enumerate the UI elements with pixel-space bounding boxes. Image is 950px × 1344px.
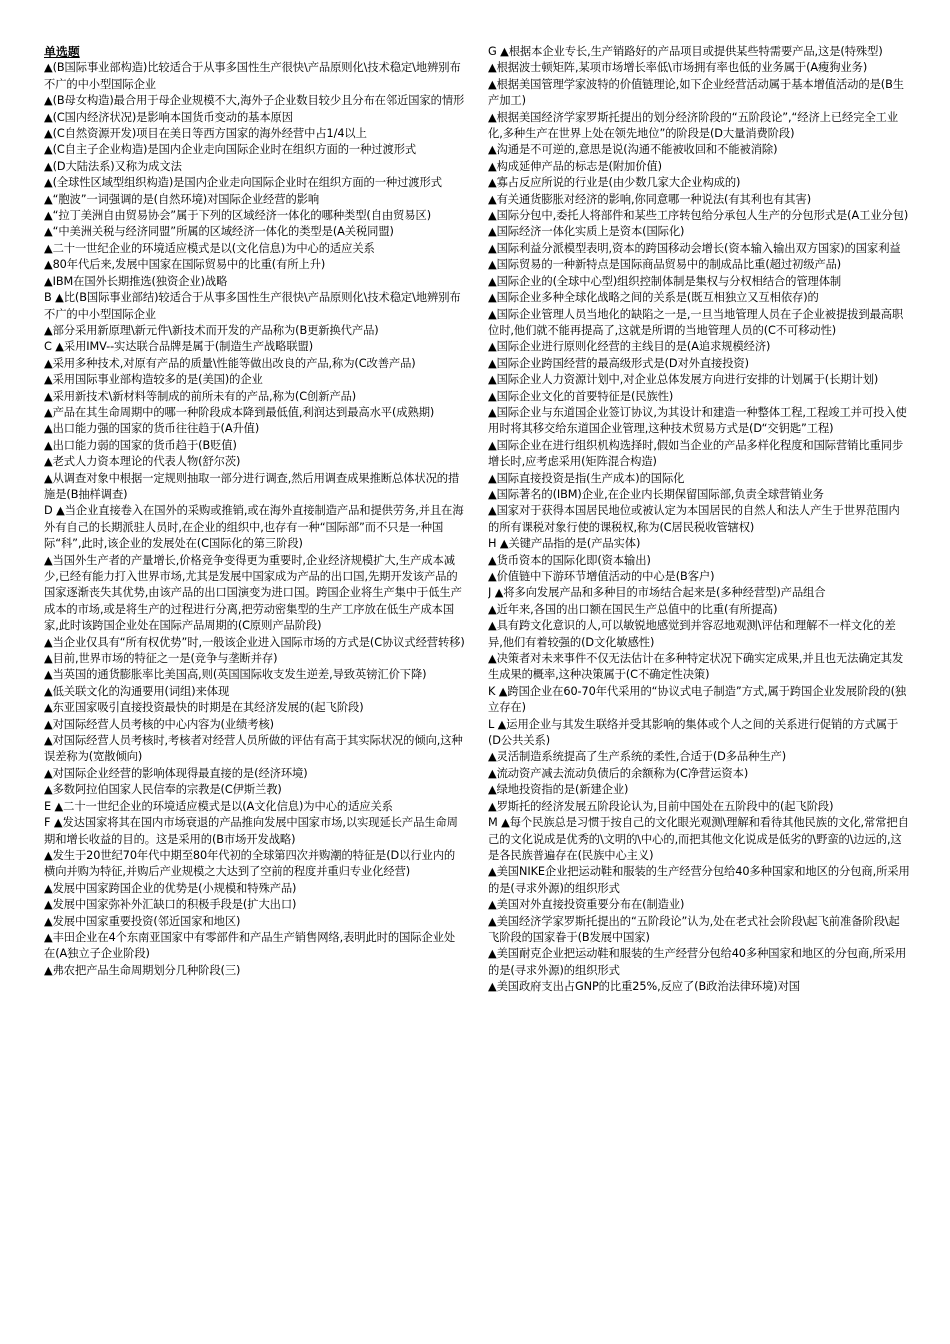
question-item: ▲出口能力弱的国家的货币趋于(B贬值): [44, 438, 237, 452]
question-item: ▲80年代后来,发展中国家在国际贸易中的比重(有所上升): [44, 258, 326, 272]
question-item: ▲国际经济一体化实质上是资本(国际化): [488, 225, 685, 239]
question-item: ▲灵活制造系统提高了生产系统的柔性,合适于(D多品种生产): [488, 750, 787, 764]
question-item: ▲多数阿拉伯国家人民信奉的宗教是(C伊斯兰教): [44, 783, 282, 797]
question-item: ▲美国经济学家罗斯托提出的“五阶段论”认为,处在老式社会阶段\起飞前准备阶段\起飞阶段的国家眷于(B发展中国家): [488, 914, 900, 944]
question-item: ▲当国外生产者的产量增长,价格竞争变得更为重要时,企业经济规模扩大,生产成本减少,已经有能力打入世界市场,尤其是发展中国家成为产品的出口国,先期开发该产品的国家逐渐丧失其优势,由该产品的出口国演变为进口国。跨国企业将生产集中于低生产成本的市场,或是将生产的过程进行分离,把劳动密集型的生产工序放在低生产成本国家,此时该跨国企业处在国际产品周期的(C原则产品阶段): [44, 553, 462, 633]
question-item: ▲国际利益分派模型表明,资本的跨国移动会增长(资本输入输出双方国家)的国家利益: [488, 241, 901, 255]
question-item: ▲货币资本的国际化即(资本输出): [488, 553, 651, 567]
question-item: ▲“胞波”一词强调的是(自然环境)对国际企业经营的影响: [44, 192, 320, 206]
question-item: ▲国际贸易的一种新特点是国际商品贸易中的制成品比重(超过初级产品): [488, 258, 842, 272]
question-item: ▲(B国际事业部构造)比较适合于从事多国性生产很快\产品原则化\技术稳定\地辨别布不广的中小型国际企业: [44, 61, 461, 91]
question-item: ▲对国际企业经营的影响体现得最直接的是(经济环境): [44, 766, 308, 780]
section-heading: 单选题: [44, 45, 80, 59]
question-item: ▲部分采用新原理\新元件\新技术而开发的产品称为(B更新换代产品): [44, 323, 379, 337]
question-item: ▲国际企业的(全球中心型)组织控制体制是集权与分权相结合的管理体制: [488, 274, 842, 288]
question-item: D ▲当企业直接卷入在国外的采购或推销,或在海外直接制造产品和提供劳务,并且在海外有自己的长期派驻人员时,在企业的组织中,也存有一种“国际部”而不只是一种国际“科”,此时,该企业的发展处在(C国际化的第三阶段): [44, 504, 464, 551]
question-item: ▲弗农把产品生命周期划分几种阶段(三): [44, 963, 241, 977]
question-item: ▲(C国内经济状况)是影响本国货币变动的基本原因: [44, 110, 293, 124]
question-item: ▲二十一世纪企业的环境适应模式是以(文化信息)为中心的适应关系: [44, 241, 375, 255]
question-item: ▲“中美洲关税与经济同盟”所属的区域经济一体化的类型是(A关税同盟): [44, 225, 394, 239]
question-item: ▲流动资产减去流动负债后的余额称为(C净营运资本): [488, 766, 749, 780]
question-item: ▲根据美国管理学家波特的价值链理论,如下企业经营活动属于基本增值活动的是(B生产加工): [488, 77, 904, 108]
question-item: ▲目前,世界市场的特征之一是(竞争与垄断并存): [44, 652, 278, 666]
question-item: J ▲将多向发展产品和多种目的市场结合起来是(多种经营型)产品组合: [488, 586, 826, 600]
question-item: B ▲比(B国际事业部结)较适合于从事多国性生产很快\产品原则化\技术稳定\地辨别布不广的中小型国际企业: [44, 291, 461, 321]
question-item: ▲根据美国经济学家罗斯托提出的划分经济阶段的“五阶段论”,“经济上已经完全工业化,多种生产在世界上处在领先地位”的阶段是(D大量消费阶段): [488, 110, 899, 141]
question-item: ▲采用多种技术,对原有产品的质量\性能等做出改良的产品,称为(C改善产品): [44, 356, 416, 370]
question-item: ▲国际直接投资是指(生产成本)的国际化: [488, 471, 685, 485]
question-item: ▲从调查对象中根据一定规则抽取一部分进行调查,然后用调查成果推断总体状况的措施是(B抽样调查): [44, 471, 460, 501]
question-item: ▲发展中国家跨国企业的优势是(小规模和特殊产品): [44, 881, 297, 895]
question-item: ▲具有跨文化意识的人,可以敏锐地感觉到并容忍地观测\评估和理解不一样文化的差异,他们有着较强的(D文化敏感性): [488, 619, 896, 649]
question-item: H ▲关键产品指的是(产品实体): [488, 537, 641, 551]
question-item: ▲产品在其生命周期中的哪一种阶段成本降到最低值,利润达到最高水平(成熟期): [44, 405, 435, 419]
question-item: ▲对国际经营人员考核的中心内容为(业绩考核): [44, 717, 274, 731]
question-item: ▲国际著名的(IBM)企业,在企业内长期保留国际部,负责全球营销业务: [488, 487, 824, 501]
question-item: ▲价值链中下游环节增值活动的中心是(B客户): [488, 570, 715, 583]
question-item: ▲老式人力资本理论的代表人物(舒尔茨): [44, 455, 241, 469]
question-item: ▲有关通货膨胀对经济的影响,你同意哪一种说法(有其利也有其害): [488, 192, 812, 206]
question-item: ▲国际企业文化的首要特征是(民族性): [488, 389, 674, 403]
question-item: F ▲发达国家将其在国内市场衰退的产品推向发展中国家市场,以实现延长产品生命周期和增长收益的目的。这是采用的(B市场开发战略): [44, 816, 458, 846]
question-item: ▲根据波士顿矩阵,某项市场增长率低\市场拥有率也低的业务属于(A瘦狗业务): [488, 61, 868, 75]
question-item: ▲(C自主子企业构造)是国内企业走向国际企业时在组织方面的一种过渡形式: [44, 143, 417, 157]
right-column: [488, 44, 910, 1314]
question-item: ▲国家对于获得本国居民地位或被认定为本国居民的自然人和法人产生于世界范围内的所有课税对象行使的课税权,称为(C居民税收管辖权): [488, 504, 900, 534]
question-item: ▲低关联文化的沟通要用(词组)来体现: [44, 684, 230, 698]
question-item: ▲IBM在国外长期推选(独资企业)战略: [44, 274, 228, 288]
question-item: ▲国际企业进行原则化经营的主线目的是(A追求规模经济): [488, 340, 771, 354]
question-item: ▲发生于20世纪70年代中期至80年代初的全球第四次并购潮的特征是(D以行业内的横向并购为特征,并购后产业规模之大达到了空前的程度并重归专业化经营): [44, 848, 456, 879]
question-item: ▲罗斯托的经济发展五阶段论认为,目前中国处在五阶段中的(起飞阶段): [488, 799, 834, 813]
question-item: ▲东亚国家吸引直接投资最快的时期是在其经济发展的(起飞阶段): [44, 701, 364, 715]
question-item: ▲发展中国家重要投资(邻近国家和地区): [44, 914, 241, 928]
question-item: ▲美国NIKE企业把运动鞋和服装的生产经营分包给40多种国家和地区的分包商,所采用的是(寻求外源)的组织形式: [488, 865, 910, 895]
question-item: ▲当企业仅具有“所有权优势”时,一般该企业进入国际市场的方式是(C协议式经营转移): [44, 635, 465, 649]
question-item: ▲国际分包中,委托人将部件和某些工序转包给分承包人生产的分包形式是(A工业分包): [488, 209, 909, 223]
question-item: ▲国际企业人力资源计划中,对企业总体发展方向进行安排的计划属于(长期计划): [488, 373, 879, 387]
question-item: ▲国际企业管理人员当地化的缺陷之一是,一旦当地管理人员在子企业被提拔到最高职位时,他们就不能再提高了,这就是所谓的当地管理人员的(C不可移动性): [488, 307, 904, 337]
question-item: ▲采用国际事业部构造较多的是(美国)的企业: [44, 373, 263, 387]
question-item: ▲绿地投资指的是(新建企业): [488, 783, 629, 797]
question-item: ▲丰田企业在4个东南亚国家中有零部件和产品生产销售网络,表明此时的国际企业处在(A独立子企业阶段): [44, 930, 456, 961]
question-item: ▲发展中国家弥补外汇缺口的积极手段是(扩大出口): [44, 898, 297, 912]
question-item: ▲近年来,各国的出口额在国民生产总值中的比重(有所提高): [488, 602, 778, 616]
question-item: ▲美国对外直接投资重要分布在(制造业): [488, 898, 685, 912]
question-item: ▲国际企业在进行组织机构选择时,假如当企业的产品多样化程度和国际营销比重同步增长时,应考虑采用(矩阵混合构造): [488, 438, 904, 469]
question-item: ▲美国政府支出占GNP的比重25%,反应了(B政治法律环境)对国: [488, 980, 801, 994]
question-item: ▲采用新技术\新材料等制成的前所未有的产品,称为(C创新产品): [44, 389, 357, 403]
question-item: ▲构成延伸产品的标志是(附加价值): [488, 159, 662, 173]
question-item: L ▲运用企业与其发生联络并受其影响的集体或个人之间的关系进行促销的方式属于(D公共关系): [488, 717, 899, 748]
question-item: ▲沟通是不可逆的,意思是说(沟通不能被收回和不能被消除): [488, 143, 778, 157]
question-item: M ▲每个民族总是习惯于按自己的文化眼光观测\理解和看待其他民族的文化,常常把自己的文化说成是优秀的\文明的\中心的,而把其他文化说成是低劣的\野蛮的\边远的,这是各民族普遍存在(民族中心主义): [488, 816, 909, 862]
question-item: ▲决策者对未来事件不仅无法估计在多种特定状况下确实定成果,并且也无法确定其发生成果的概率,这种决策属于(C不确定性决策): [488, 652, 904, 682]
question-item: ▲出口能力强的国家的货币往往趋于(A升值): [44, 422, 260, 436]
question-item: G ▲根据本企业专长,生产销路好的产品项目或提供某些特需要产品,这是(特殊型): [488, 45, 883, 58]
question-item: ▲(B母女构造)最合用于母企业规模不大,海外子企业数目较少且分布在邻近国家的情形: [44, 94, 465, 108]
question-item: ▲(全球性区域型组织构造)是国内企业走向国际企业时在组织方面的一种过渡形式: [44, 176, 442, 190]
question-item: ▲对国际经营人员考核时,考核者对经营人员所做的评估有高于其实际状况的倾向,这种误差称为(宽散倾向): [44, 734, 463, 764]
question-item: E ▲二十一世纪企业的环境适应模式是以(A文化信息)为中心的适应关系: [44, 799, 393, 813]
question-item: C ▲采用IMV--实达联合品牌是属于(制造生产战略联盟): [44, 340, 314, 354]
question-item: ▲国际企业多种全球化战略之间的关系是(既互相独立又互相依存)的: [488, 291, 819, 305]
question-item: K ▲跨国企业在60-70年代采用的“协议式电子制造”方式,属于跨国企业发展阶段的(独立存在): [488, 684, 907, 715]
question-item: ▲(D大陆法系)又称为成文法: [44, 159, 182, 173]
question-item: ▲美国耐克企业把运动鞋和服装的生产经营分包给40多种国家和地区的分包商,所采用的是(寻求外源)的组织形式: [488, 947, 907, 977]
question-item: ▲(C自然资源开发)项目在美日等西方国家的海外经营中占1/4以上: [44, 127, 367, 141]
question-item: ▲国际企业跨国经营的最高级形式是(D对外直接投资): [488, 356, 749, 370]
question-item: ▲寡占反应所说的行业是(由少数几家大企业构成的): [488, 176, 741, 190]
left-column: [44, 44, 466, 1314]
question-item: ▲“拉丁美洲自由贸易协会”属于下列的区域经济一体化的哪种类型(自由贸易区): [44, 209, 432, 223]
question-item: ▲当英国的通货膨胀率比美国高,则(英国国际收支发生逆差,导致英镑汇价下降): [44, 668, 427, 682]
question-item: ▲国际企业与东道国企业签订协议,为其设计和建造一种整体工程,工程竣工并可投入使用时将其移交给东道国企业管理,这种技术贸易方式是(D“交钥匙”工程): [488, 405, 907, 436]
document-page: [44, 44, 910, 1314]
